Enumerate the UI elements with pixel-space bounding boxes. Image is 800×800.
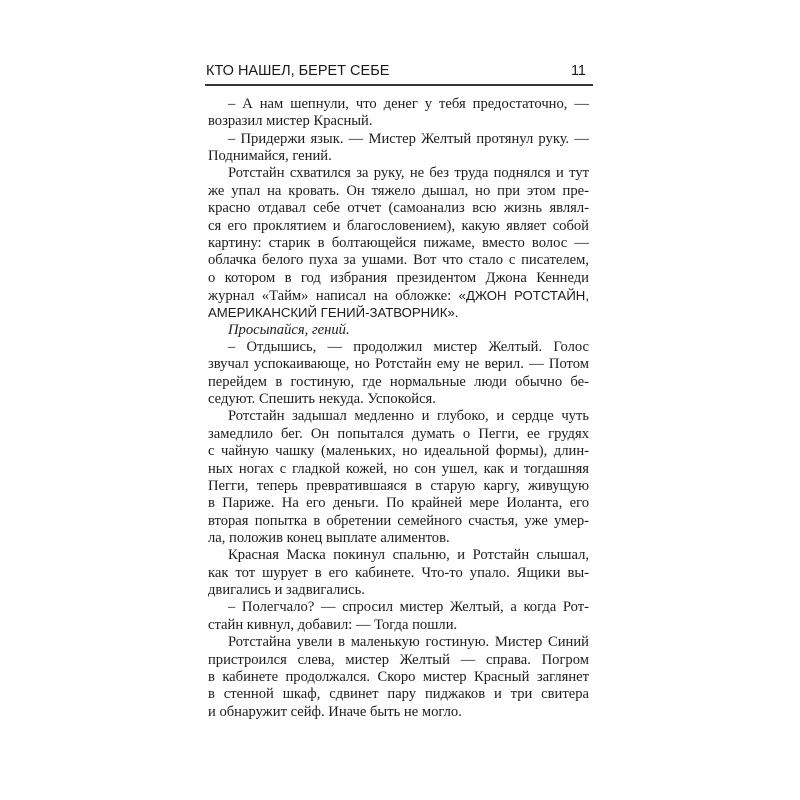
text-line xyxy=(208,200,589,217)
text-line xyxy=(208,304,589,321)
line-text: пристроился слева, мистер Желтый — справа. Погром xyxy=(208,651,589,668)
line-text: ла, положив конец выплате алиментов. xyxy=(208,529,450,546)
text-line xyxy=(208,391,589,408)
text-line xyxy=(208,113,589,130)
text-line xyxy=(208,287,589,304)
line-text: журнал «Тайм» написал на обложке: xyxy=(208,287,459,304)
text-line xyxy=(208,461,589,478)
caps-text: «ДЖОН РОТСТАЙН, xyxy=(458,287,589,303)
text-line xyxy=(208,478,589,495)
text-line xyxy=(208,426,589,443)
text-line xyxy=(208,565,589,582)
text-line xyxy=(208,183,589,200)
line-text: красно отдавал себе отчет (самоанализ всю жизнь являл- xyxy=(208,200,589,217)
body-text xyxy=(208,96,589,721)
text-line xyxy=(208,218,589,235)
line-text: облачка белого пуха за ушами. Вот что стало с писателем, xyxy=(208,252,589,269)
text-line xyxy=(208,131,589,148)
line-text: в кабинете продолжался. Скоро мистер Красный заглянет xyxy=(208,668,589,685)
line-text: Пегги, теперь превратившаяся в старую каргу, живущую xyxy=(208,477,589,494)
line-text: ных ногах с гладкой кожей, но сон ушел, как и тогдашняя xyxy=(208,460,589,477)
text-line xyxy=(208,408,589,425)
line-text: Ротстайн схватился за руку, не без труда поднялся и тут xyxy=(228,165,589,182)
text-line xyxy=(208,270,589,287)
line-text: с чайную чашку (маленьких, но идеальной формы), длин- xyxy=(208,443,589,460)
line-text: Ротстайна увели в маленькую гостиную. Мистер Синий xyxy=(228,634,589,651)
running-title: КТО НАШЕЛ, БЕРЕТ СЕБЕ xyxy=(206,63,390,79)
line-text: Поднимайся, гений. xyxy=(208,148,332,165)
text-line xyxy=(208,634,589,651)
text-line xyxy=(208,235,589,252)
line-text: в Париже. На его деньги. По крайней мере Иоланта, его xyxy=(208,495,589,512)
text-line xyxy=(208,495,589,512)
line-text: звучал успокаивающе, но Ротстайн ему не верил. — Потом xyxy=(208,356,589,373)
text-line xyxy=(208,669,589,686)
text-line xyxy=(208,530,589,547)
text-line xyxy=(208,686,589,703)
text-line xyxy=(208,374,589,391)
line-text: замедлило бег. Он попытался думать о Пегги, ее грудях xyxy=(208,425,589,442)
line-text: Ротстайн задышал медленно и глубоко, и сердце чуть xyxy=(228,408,589,425)
line-text: двигались и задвигались. xyxy=(208,582,365,599)
line-text: ся его проклятием и благословением), какую являет собой xyxy=(208,217,589,234)
text-line xyxy=(208,599,589,616)
text-line xyxy=(208,148,589,165)
line-text: – Полегчало? — спросил мистер Желтый, а когда Рот- xyxy=(228,599,589,616)
text-line xyxy=(208,617,589,634)
caps-text: АМЕРИКАНСКИЙ ГЕНИЙ-ЗАТВОРНИК». xyxy=(208,305,459,321)
line-text: – А нам шепнули, что денег у тебя предостаточно, — xyxy=(228,96,589,112)
text-line xyxy=(208,704,589,721)
text-line xyxy=(208,165,589,182)
text-line xyxy=(208,356,589,373)
text-line xyxy=(208,443,589,460)
page-number: 11 xyxy=(570,63,586,79)
text-line xyxy=(208,322,589,339)
text-line xyxy=(208,582,589,599)
text-line xyxy=(208,252,589,269)
line-text: о котором в год избрания президентом Джона Кеннеди xyxy=(208,269,589,286)
header-rule xyxy=(205,84,593,86)
line-text: возразил мистер Красный. xyxy=(208,113,373,130)
text-line xyxy=(208,652,589,669)
running-header xyxy=(206,63,592,83)
line-text: Просыпайся, гений. xyxy=(228,321,350,338)
line-text: – Отдышись, — продолжил мистер Желтый. Голос xyxy=(228,339,589,356)
line-text: стайн кивнул, добавил: — Тогда пошли. xyxy=(208,616,458,633)
text-line xyxy=(208,547,589,564)
line-text: в стенной шкаф, сдвинет пару пиджаков и три свитера xyxy=(208,686,589,703)
line-text: же упал на кровать. Он тяжело дышал, но при этом пре- xyxy=(208,182,589,199)
line-text: картину: старик в болтающейся пижаме, вместо волос — xyxy=(208,234,589,251)
line-text: Красная Маска покинул спальню, и Ротстайн слышал, xyxy=(228,547,589,564)
line-text: как тот шурует в его кабинете. Что-то упало. Ящики вы- xyxy=(208,564,589,581)
text-line xyxy=(208,339,589,356)
line-text: и обнаружит сейф. Иначе быть не могло. xyxy=(208,703,462,720)
line-text: – Придержи язык. — Мистер Желтый протянул руку. — xyxy=(228,130,589,147)
text-line xyxy=(208,513,589,530)
line-text: вторая попытка в обретении семейного счастья, уже умер- xyxy=(208,512,589,529)
line-text: перейдем в гостиную, где нормальные люди обычно бе- xyxy=(208,373,589,390)
line-text: седуют. Спешить некуда. Успокойся. xyxy=(208,391,436,408)
text-line xyxy=(208,96,589,113)
